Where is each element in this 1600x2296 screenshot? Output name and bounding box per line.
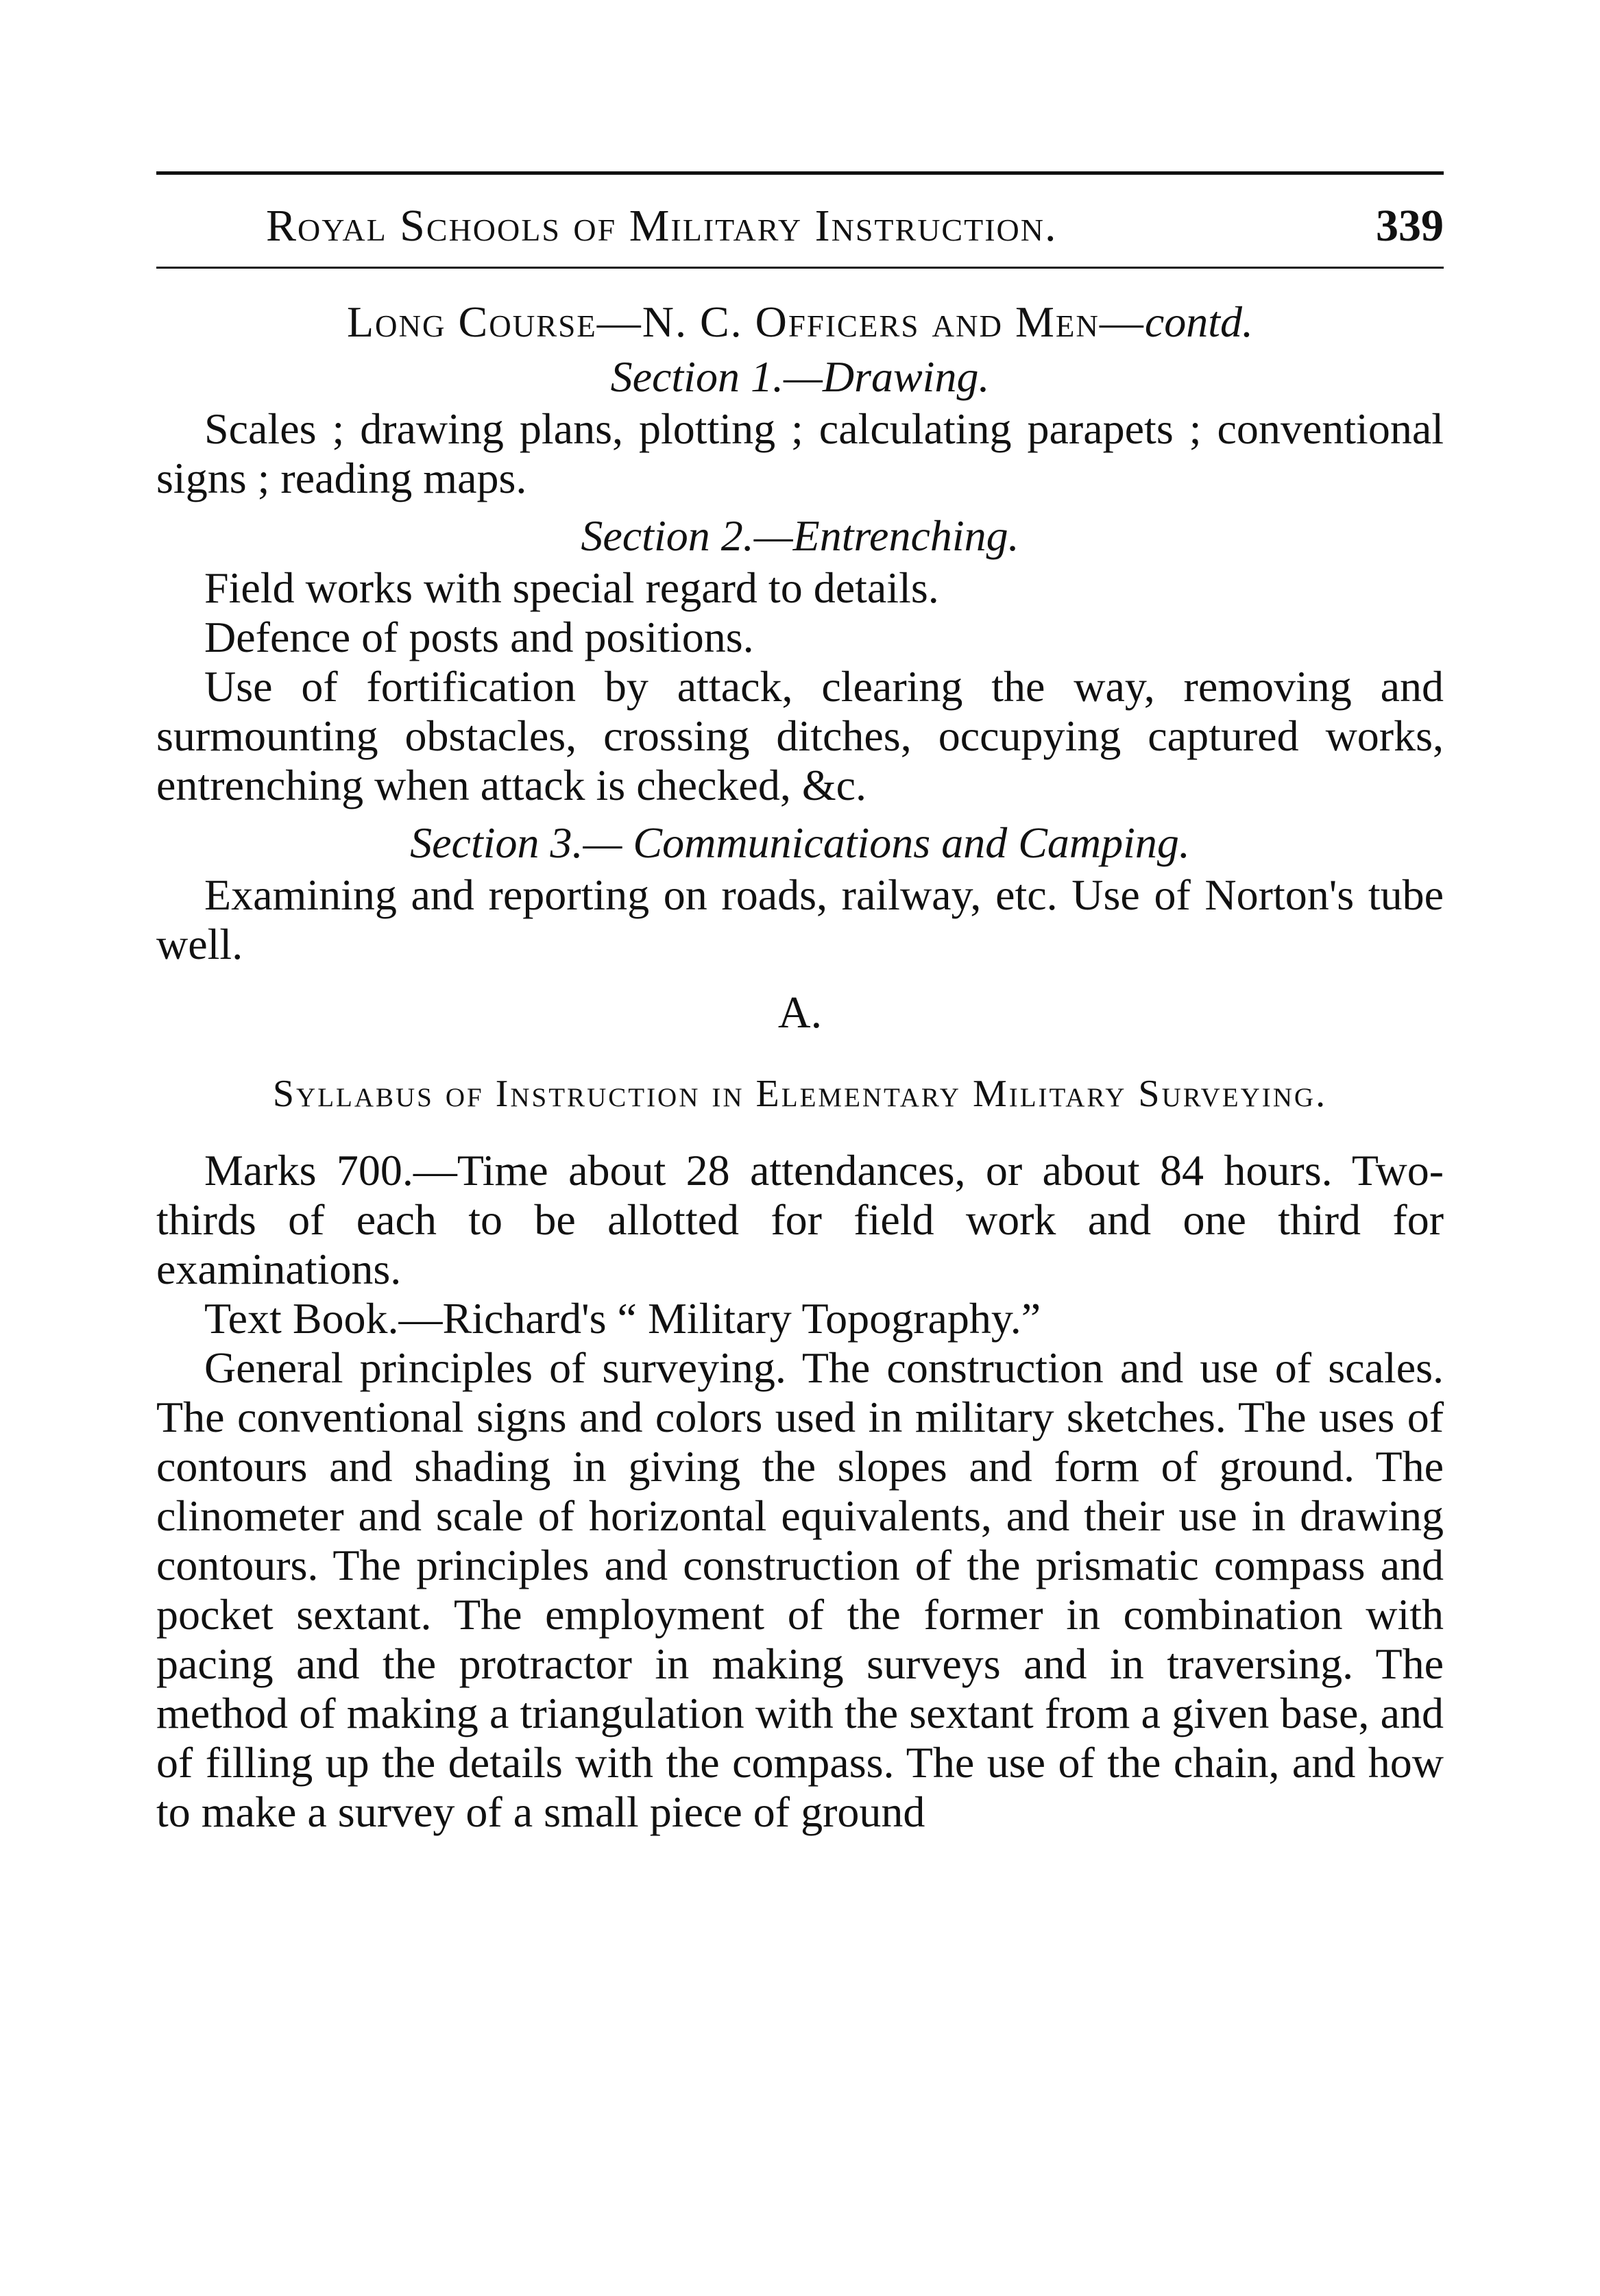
course-heading-contd: contd. bbox=[1144, 297, 1254, 346]
running-head bbox=[156, 195, 1444, 257]
section-3-paragraph-1: Examining and reporting on roads, railway, etc. Use of Norton's tube well. bbox=[156, 870, 1444, 968]
section-2-paragraph-1: Field works with special regard to details. bbox=[204, 563, 939, 612]
section-2-paragraph-2: Defence of posts and positions. bbox=[204, 613, 754, 661]
section-1-paragraph-1: Scales ; drawing plans, plotting ; calculating parapets ; conventional signs ; reading maps. bbox=[156, 404, 1444, 502]
section-3-heading: Section 3.— Communications and Camping. bbox=[410, 818, 1190, 867]
running-head-title: Royal Schools of Military Instruction. bbox=[266, 201, 1058, 251]
course-heading bbox=[156, 295, 1444, 350]
section-2 bbox=[156, 509, 1444, 810]
section-2-heading: Section 2.—Entrenching. bbox=[581, 511, 1019, 560]
section-1-heading: Section 1.—Drawing. bbox=[610, 352, 990, 401]
section-2-paragraph-3: Use of fortification by attack, clearing the way, removing and surmounting obstacles, crossing ditches, occupying captured works, entrenching when attack is checked, &c. bbox=[156, 662, 1444, 809]
section-1 bbox=[156, 350, 1444, 503]
top-rule bbox=[156, 171, 1444, 175]
syllabus-paragraph-principles: General principles of surveying. The construction and use of scales. The conventional signs and colors used in military sketches. The uses of contours and shading in giving the slopes and form of ground. The clinometer and scale of horizontal equivalents, and their use in drawing contours. The principles and construction of the prismatic compass and pocket sextant. The employment of the former in combination with pacing and the protractor in making surveys and in traversing. The method of making a triangulation with the sextant from a given base, and of filling up the details with the compass. The use of the chain, and how to make a survey of a small piece of ground bbox=[156, 1343, 1444, 1836]
syllabus-paragraph-marks: Marks 700.—Time about 28 attendances, or about 84 hours. Two-thirds of each to be allotted for field work and one third for examinations. bbox=[156, 1146, 1444, 1293]
page-number: 339 bbox=[1376, 201, 1444, 251]
course-heading-text: Long Course—N. C. Officers and Men— bbox=[346, 297, 1145, 346]
syllabus-paragraph-textbook: Text Book.—Richard's “ Military Topography.” bbox=[204, 1294, 1041, 1343]
section-3 bbox=[156, 816, 1444, 969]
header-rule bbox=[156, 267, 1444, 269]
syllabus-heading: Syllabus of Instruction in Elementary Military Surveying. bbox=[272, 1073, 1328, 1115]
appendix-letter: A. bbox=[777, 988, 823, 1038]
book-page bbox=[156, 171, 1444, 1837]
